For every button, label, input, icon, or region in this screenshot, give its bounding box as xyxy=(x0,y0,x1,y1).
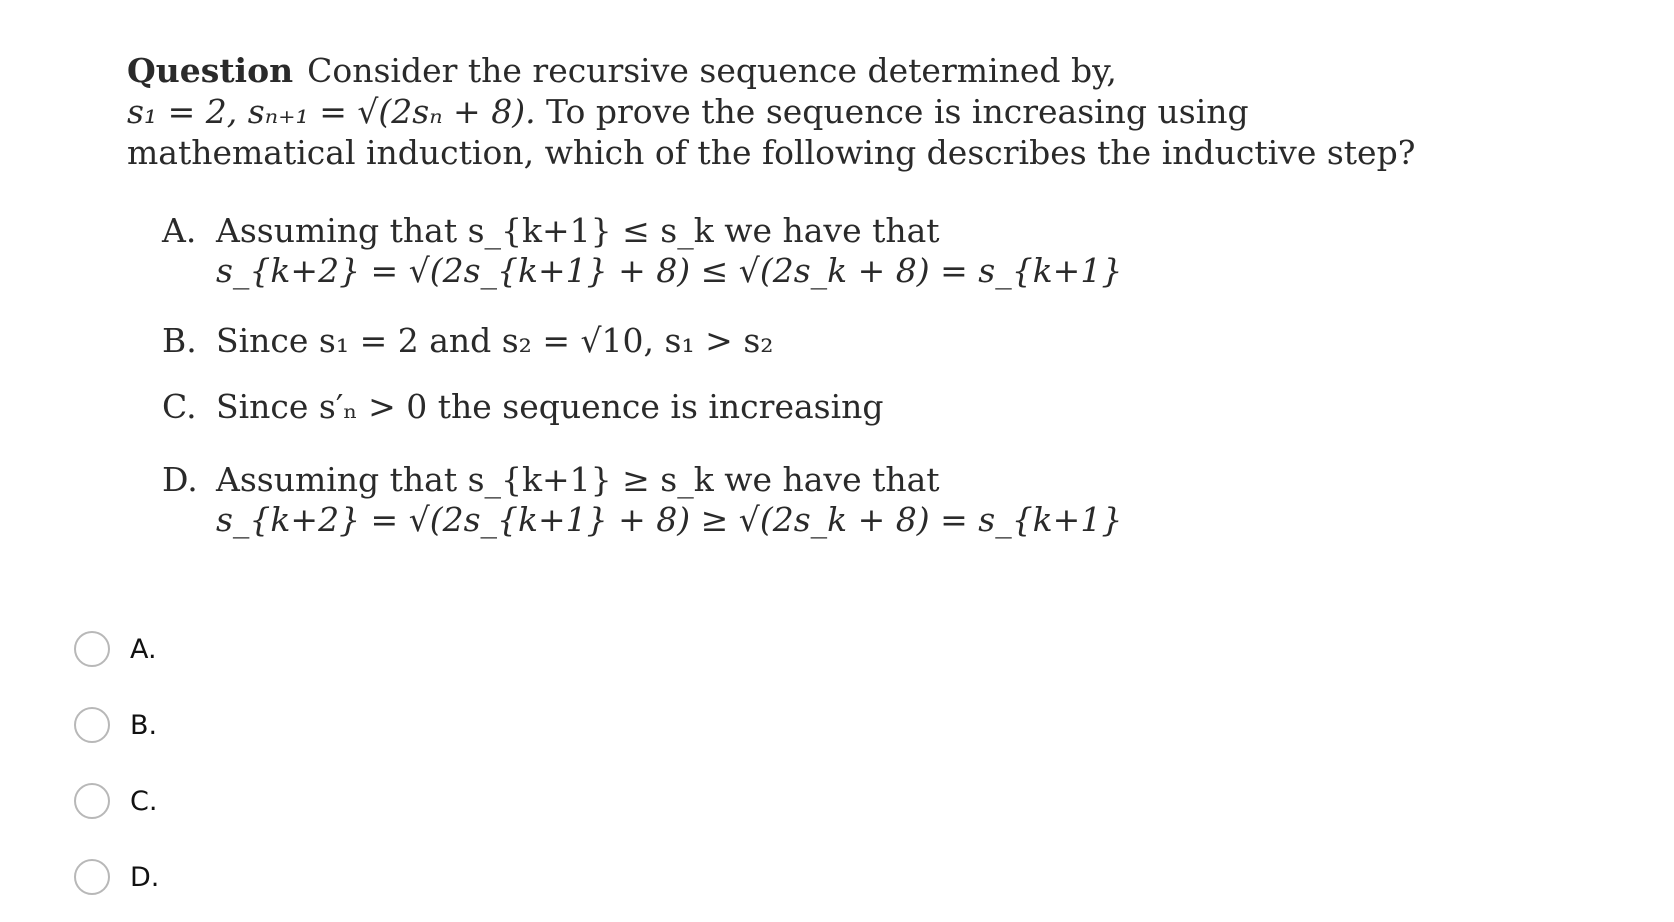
question-line-1 xyxy=(127,50,1377,91)
choice-text-c xyxy=(162,387,884,427)
choice-letter: B. xyxy=(162,321,197,360)
option-label-d: D. xyxy=(130,861,160,893)
option-a[interactable] xyxy=(74,611,159,687)
question-line-2 xyxy=(127,91,1377,132)
choice-line-1: Assuming that s_{k+1} ≤ s_k we have that xyxy=(216,211,940,250)
choice-letter: D. xyxy=(162,460,198,499)
choice-text-b xyxy=(162,321,774,361)
radio-button-c[interactable] xyxy=(74,783,110,819)
choice-line-1: Since s₁ = 2 and s₂ = √10, s₁ > s₂ xyxy=(216,321,774,360)
choice-letter: A. xyxy=(162,211,197,250)
choice-letter: C. xyxy=(162,387,197,426)
choice-line-1: Since s′ₙ > 0 the sequence is increasing xyxy=(216,387,884,426)
answer-options xyxy=(74,611,159,915)
radio-button-b[interactable] xyxy=(74,707,110,743)
question-label: Question xyxy=(127,51,294,90)
radio-button-d[interactable] xyxy=(74,859,110,895)
option-d[interactable] xyxy=(74,839,159,915)
choice-text-d xyxy=(162,460,1122,540)
question-line-3 xyxy=(127,132,1416,173)
question-intro-text: Consider the recursive sequence determined by, xyxy=(307,51,1117,90)
option-label-c: C. xyxy=(130,785,158,817)
radio-button-a[interactable] xyxy=(74,631,110,667)
option-label-a: A. xyxy=(130,633,157,665)
question-final-text: mathematical induction, which of the following describes the inductive step? xyxy=(127,133,1416,172)
choice-text-a xyxy=(162,211,1122,291)
choice-line-2: s_{k+2} = √(2s_{k+1} + 8) ≤ √(2s_k + 8) = s_{k+1} xyxy=(216,251,1123,290)
option-label-b: B. xyxy=(130,709,158,741)
recurrence-formula: s₁ = 2, sₙ₊₁ = √(2sₙ + 8). xyxy=(127,92,536,131)
option-b[interactable] xyxy=(74,687,159,763)
question-continuation-text: To prove the sequence is increasing using xyxy=(535,92,1249,131)
option-c[interactable] xyxy=(74,763,159,839)
question-block xyxy=(127,50,1416,173)
choice-line-1: Assuming that s_{k+1} ≥ s_k we have that xyxy=(216,460,940,499)
choice-line-2: s_{k+2} = √(2s_{k+1} + 8) ≥ √(2s_k + 8) = s_{k+1} xyxy=(216,500,1123,539)
